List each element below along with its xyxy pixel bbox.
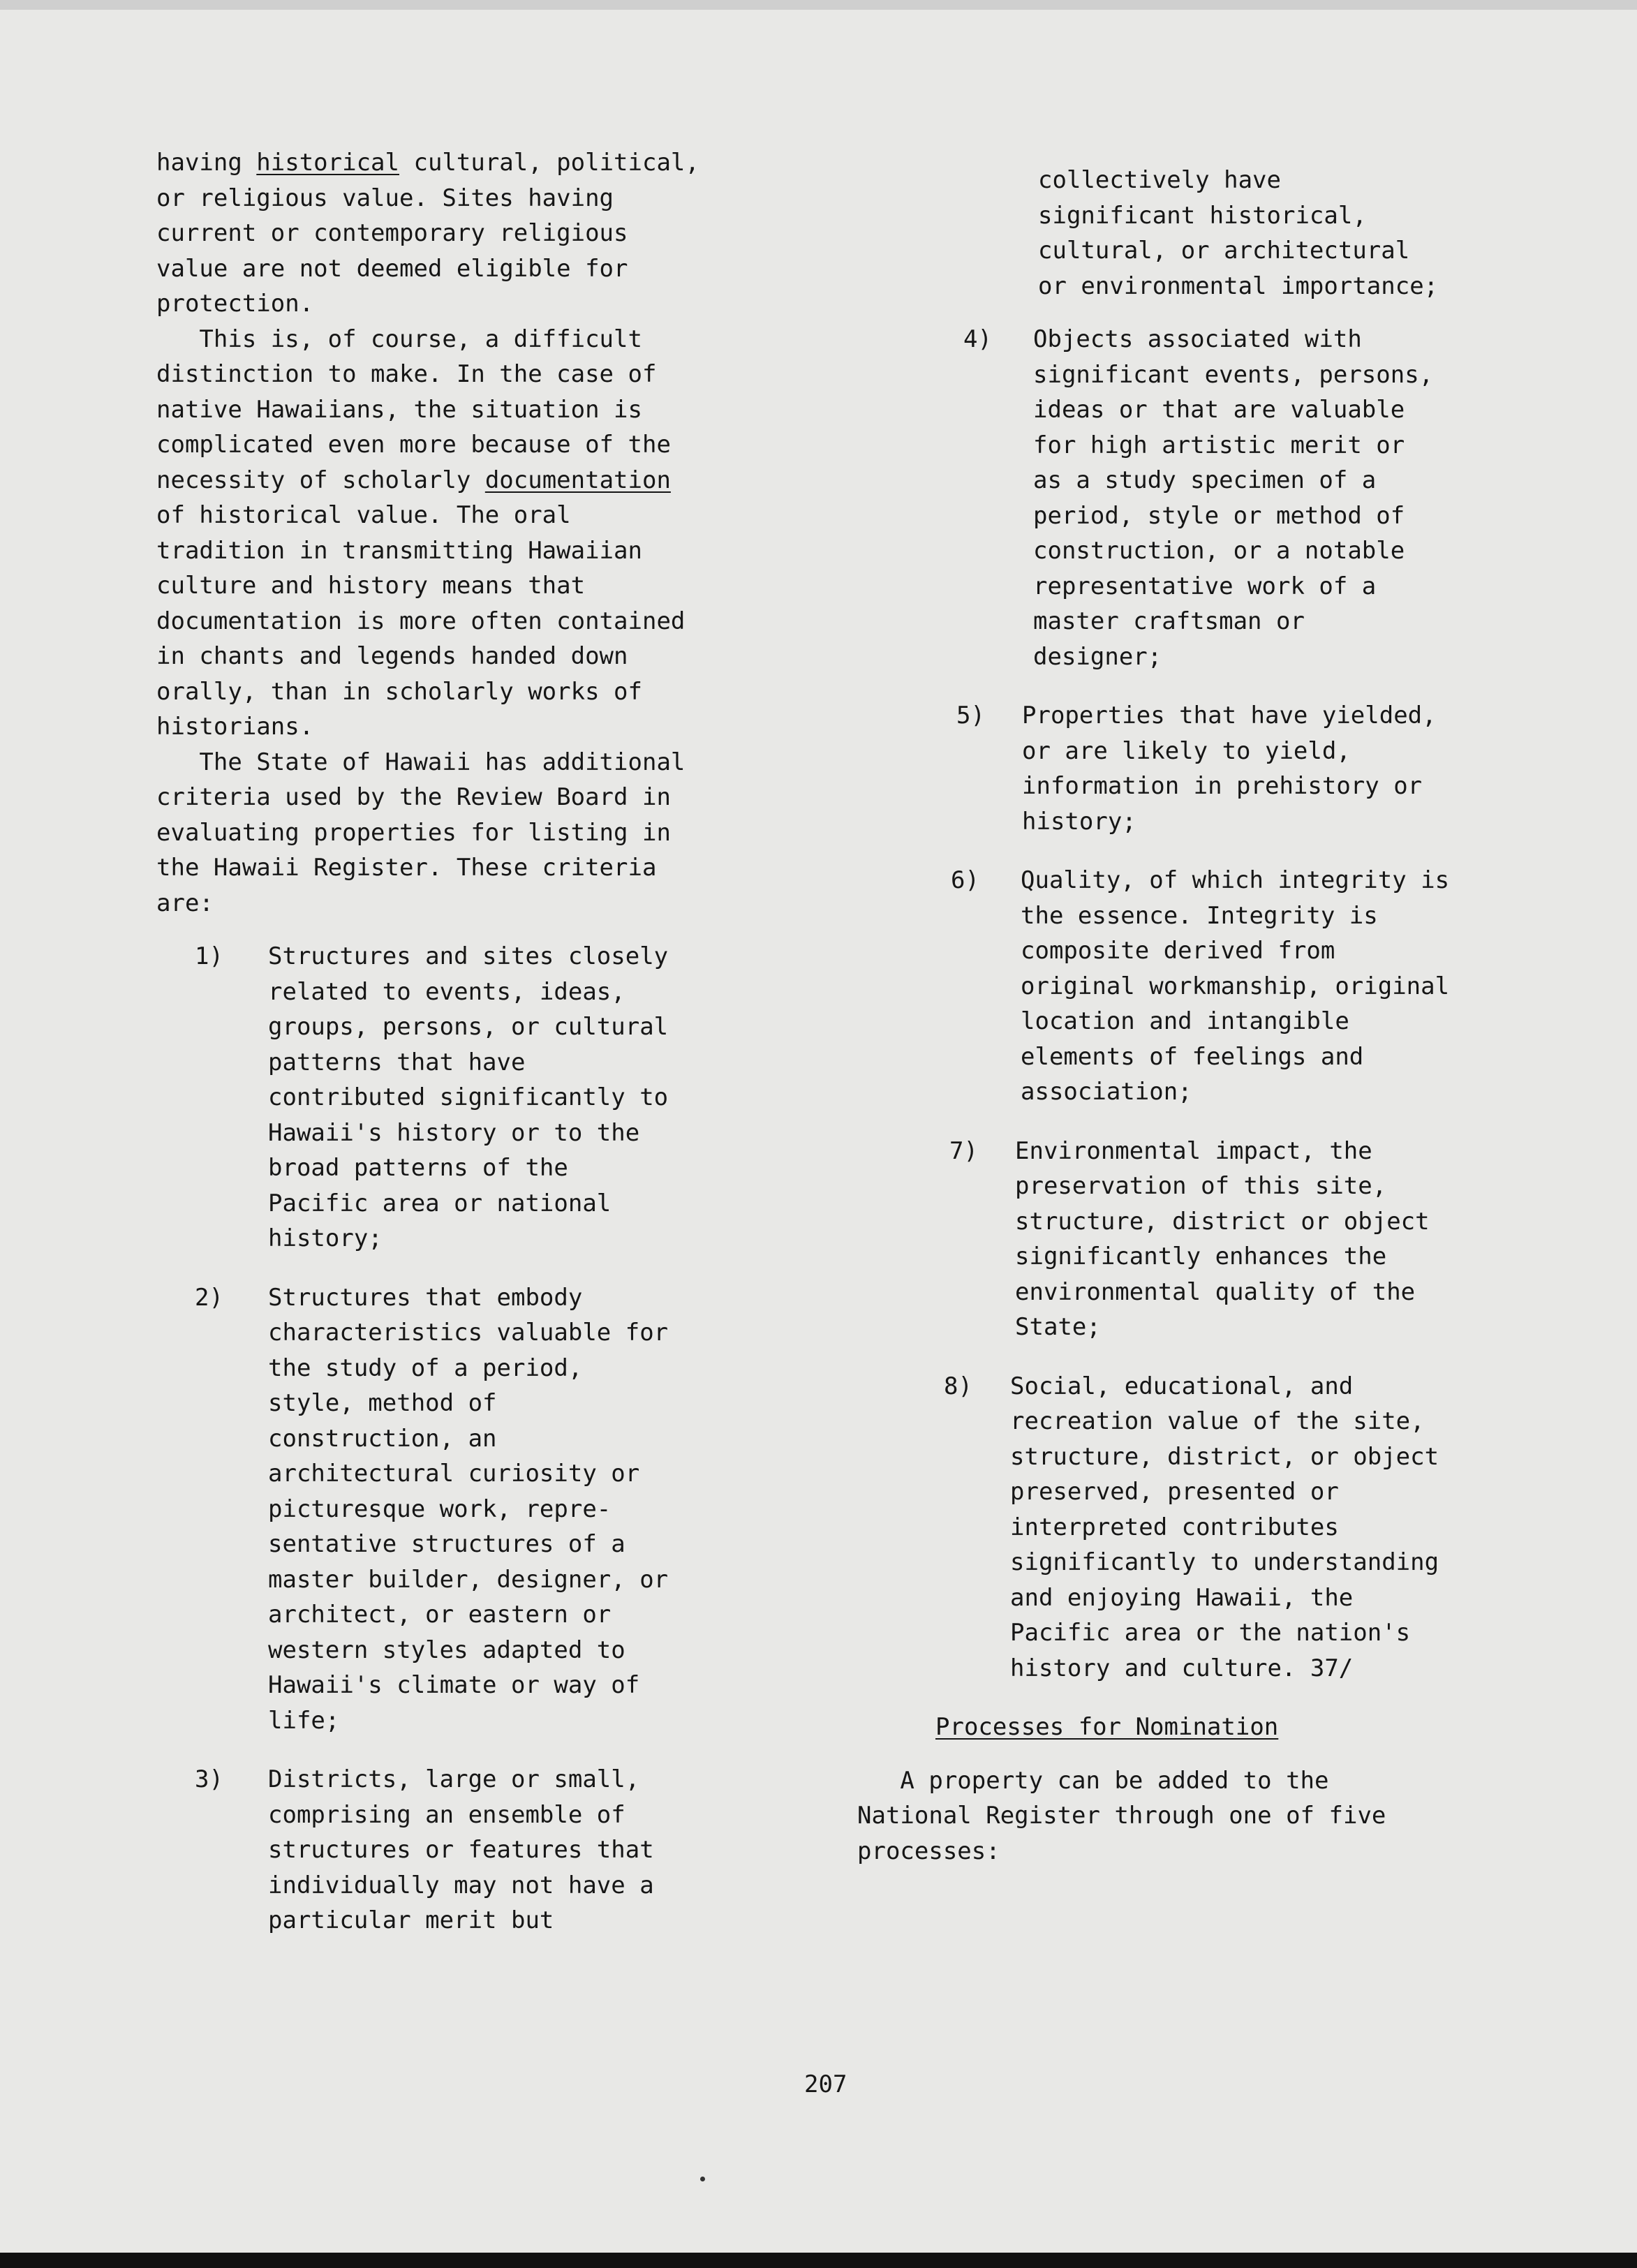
text-line: characteristics valuable for [268, 1319, 669, 1347]
text-line: significantly enhances the [1015, 1243, 1387, 1270]
criterion-number: 6) [951, 866, 979, 894]
criterion-number: 8) [944, 1372, 972, 1400]
documentation-paragraph [156, 322, 827, 745]
criterion-number: 5) [956, 702, 985, 729]
text-line: complicated even more because of the [156, 431, 671, 459]
section-heading-text: Processes for Nomination [935, 1713, 1279, 1741]
underlined-word-documentation: documentation [484, 466, 671, 494]
text-line: are: [156, 889, 214, 917]
criterion-number: 1) [195, 942, 223, 970]
text-line: individually may not have a [268, 1871, 654, 1899]
text-line: National Register through one of five [857, 1802, 1386, 1830]
criterion-3-continuation [860, 163, 1565, 304]
text-line: significant historical, [1038, 201, 1367, 230]
intro-paragraph [156, 145, 827, 322]
text-line: history; [268, 1224, 383, 1252]
text-line: tradition in transmitting Hawaiian [156, 536, 642, 565]
text-line: orally, than in scholarly works of [156, 677, 642, 706]
criterion-7 [860, 1134, 1565, 1345]
text-line: representative work of a [1033, 572, 1377, 600]
text-line: structure, district or object [1015, 1207, 1430, 1236]
text-line: western styles adapted to [268, 1636, 625, 1664]
scan-speck [700, 2177, 705, 2181]
text-line: evaluating properties for listing in [156, 818, 671, 847]
text-line: construction, an [268, 1424, 497, 1453]
text-line: history and culture. 37/ [1010, 1654, 1354, 1682]
text-line: Properties that have yielded, [1022, 702, 1437, 729]
text-line: life; [268, 1706, 340, 1735]
text-line: criteria used by the Review Board in [156, 783, 671, 811]
criterion-2 [156, 1280, 827, 1739]
text-line: location and intangible [1021, 1007, 1349, 1035]
text-line: Structures that embody [268, 1283, 583, 1312]
text-line: patterns that have [268, 1048, 526, 1076]
text-line: Environmental impact, the [1015, 1136, 1372, 1165]
text-line: history; [1022, 807, 1136, 836]
text-line: master craftsman or [1033, 607, 1305, 635]
text-line: Hawaii's climate or way of [268, 1671, 640, 1699]
text-line: the Hawaii Register. These criteria [156, 854, 657, 882]
criterion-number: 4) [963, 325, 992, 353]
text-line: current or contemporary religious [156, 219, 628, 247]
text-line: picturesque work, repre- [268, 1495, 612, 1523]
text-line: Districts, large or small, [268, 1765, 640, 1793]
text-line: documentation is more often contained [156, 607, 686, 635]
text-line: groups, persons, or cultural [268, 1013, 669, 1041]
text-line: State; [1015, 1313, 1101, 1341]
text-line: protection. [156, 290, 314, 318]
text-line: preservation of this site, [1015, 1172, 1387, 1200]
text-line: The State of Hawaii has additional [156, 748, 686, 776]
text-line: comprising an ensemble of [268, 1800, 625, 1829]
text-line: Objects associated with [1033, 325, 1362, 353]
text-line: cultural, or architectural [1038, 237, 1410, 265]
criterion-8 [860, 1369, 1565, 1687]
text-line: significant events, persons, [1033, 360, 1434, 389]
left-column [156, 145, 827, 1939]
text-line: for high artistic merit or [1033, 431, 1405, 459]
text-line: particular merit but [268, 1906, 554, 1934]
nomination-paragraph [857, 1763, 1565, 1869]
text-line: A property can be added to the [857, 1766, 1329, 1795]
page-number: 207 [804, 2070, 847, 2098]
text-line: value are not deemed eligible for [156, 254, 628, 283]
text-line: distinction to make. In the case of [156, 360, 657, 388]
text-line: historians. [156, 713, 314, 741]
text-line: broad patterns of the [268, 1154, 568, 1182]
text-line: ideas or that are valuable [1033, 396, 1405, 424]
text-line: or are likely to yield, [1022, 736, 1351, 765]
text-line: in chants and legends handed down [156, 642, 628, 670]
criterion-3 [156, 1762, 827, 1939]
text-line: original workmanship, original [1021, 972, 1450, 1000]
text-line: style, method of [268, 1389, 497, 1417]
text-line: structures or features that [268, 1836, 654, 1864]
scan-bottom-edge [0, 2253, 1637, 2268]
criterion-4 [860, 322, 1565, 674]
text-line: Quality, of which integrity is [1021, 866, 1450, 894]
text-line: having historical cultural, political, [156, 149, 699, 177]
text-line: native Hawaiians, the situation is [156, 395, 642, 424]
text-line: environmental quality of the [1015, 1277, 1416, 1306]
text-line: Hawaii's history or to the [268, 1118, 640, 1147]
text-line: construction, or a notable [1033, 537, 1405, 565]
criteria-intro-paragraph [156, 745, 827, 921]
section-heading [860, 1710, 1565, 1745]
text-line: structure, district, or object [1010, 1442, 1439, 1471]
text-line: preserved, presented or [1010, 1478, 1339, 1506]
text-line: recreation value of the site, [1010, 1407, 1425, 1435]
text-line: the study of a period, [268, 1354, 583, 1382]
criterion-6 [860, 863, 1565, 1110]
underlined-word-historical: historical [256, 149, 399, 177]
text-line: architect, or eastern or [268, 1601, 612, 1629]
text-line: association; [1021, 1078, 1192, 1106]
text-line: information in prehistory or [1022, 772, 1423, 800]
criterion-number: 7) [949, 1136, 978, 1165]
text-line: contributed significantly to [268, 1083, 669, 1111]
text-line: Pacific area or national [268, 1189, 612, 1217]
text-line: Pacific area or the nation's [1010, 1619, 1411, 1647]
text-line: elements of feelings and [1021, 1042, 1364, 1071]
text-line: of historical value. The oral [156, 501, 571, 529]
criterion-number: 3) [195, 1765, 223, 1793]
text-line: designer; [1033, 642, 1162, 671]
text-line: Structures and sites closely [268, 942, 669, 970]
text-line: or religious value. Sites having [156, 184, 614, 212]
text-line: culture and history means that [156, 572, 586, 600]
text-line: or environmental importance; [1038, 272, 1439, 300]
scan-top-edge [0, 0, 1637, 10]
right-column [857, 163, 1565, 1869]
criterion-number: 2) [195, 1283, 223, 1312]
text-line: Social, educational, and [1010, 1372, 1354, 1400]
text-line: period, style or method of [1033, 501, 1405, 530]
text-line: master builder, designer, or [268, 1565, 669, 1594]
text-line: processes: [857, 1837, 1000, 1865]
text-line: necessity of scholarly documentation [156, 466, 671, 494]
text-line: This is, of course, a difficult [156, 325, 642, 353]
text-line: interpreted contributes [1010, 1513, 1339, 1541]
text-line: related to events, ideas, [268, 977, 625, 1006]
text-line: collectively have [1038, 166, 1281, 194]
text-line: as a study specimen of a [1033, 466, 1377, 494]
criterion-1 [156, 939, 827, 1257]
text-line: architectural curiosity or [268, 1460, 640, 1488]
criterion-5 [860, 698, 1565, 839]
text-line: the essence. Integrity is [1021, 901, 1378, 930]
text-line: significantly to understanding [1010, 1548, 1439, 1576]
text-line: composite derived from [1021, 937, 1335, 965]
text-line: and enjoying Hawaii, the [1010, 1583, 1354, 1612]
text-line: sentative structures of a [268, 1530, 625, 1558]
